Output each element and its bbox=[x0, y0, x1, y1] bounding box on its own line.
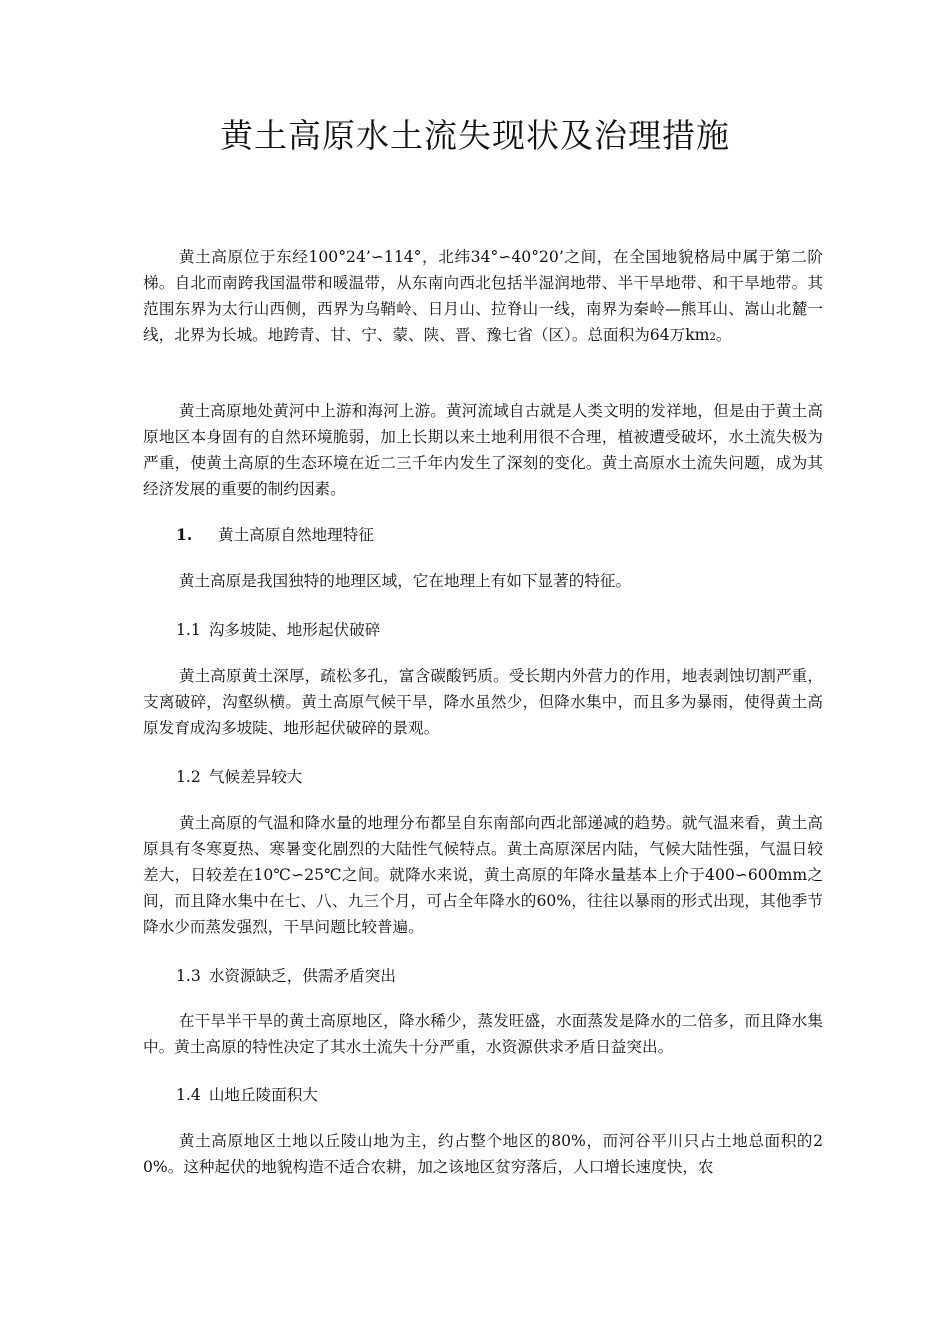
subsection-heading-1-3 bbox=[176, 963, 396, 989]
paragraph-location-end: 。 bbox=[715, 326, 732, 344]
paragraph-features-intro: 黄土高原是我国独特的地理区域，它在地理上有如下显著的特征。 bbox=[178, 572, 632, 590]
subsection-heading-1-1 bbox=[176, 617, 380, 643]
subsection-title-1-2: 气候差异较大 bbox=[208, 768, 303, 786]
section-number-1: 1. bbox=[176, 525, 193, 544]
subsection-title-1-3: 水资源缺乏，供需矛盾突出 bbox=[208, 967, 396, 985]
subsection-number-1-1: 1.1 bbox=[176, 621, 201, 639]
paragraph-location bbox=[143, 244, 823, 351]
paragraph-climate: 黄土高原的气温和降水量的地理分布都呈自东南部向西北部递减的趋势。就气温来看，黄土高原具有冬寒夏热、寒暑变化剧烈的大陆性气候特点。黄土高原深居内陆，气候大陆性强，气温日较差大，日较差在10℃∽25℃之间。就降水来说，黄土高原的年降水量基本上介于400∽600mm之间，而且降水集中在七、八、九三个月，可占全年降水的60%，往往以暴雨的形式出现，其他季节降水少而蒸发强烈，干旱问题比较普遍。 bbox=[143, 814, 823, 936]
area-unit: km bbox=[685, 326, 710, 344]
document-title: 黄土高原水土流失现状及治理措施 bbox=[220, 116, 730, 155]
section-title-1: 黄土高原自然地理特征 bbox=[218, 526, 374, 544]
subsection-heading-1-4 bbox=[176, 1082, 318, 1108]
area-unit-superscript: 2 bbox=[709, 332, 716, 343]
subsection-heading-1-2 bbox=[176, 764, 302, 790]
subsection-title-1-1: 沟多坡陡、地形起伏破碎 bbox=[208, 621, 381, 639]
subsection-title-1-4: 山地丘陵面积大 bbox=[208, 1086, 318, 1104]
paragraph-terrain: 黄土高原黄土深厚，疏松多孔，富含碳酸钙质。受长期内外营力的作用，地表剥蚀切割严重，支离破碎，沟壑纵横。黄土高原气候干旱，降水虽然少，但降水集中，而且多为暴雨，使得黄土高原发育成沟多坡陡、地形起伏破碎的景观。 bbox=[143, 667, 823, 737]
subsection-number-1-3: 1.3 bbox=[176, 967, 201, 985]
subsection-number-1-2: 1.2 bbox=[176, 768, 201, 786]
subsection-number-1-4: 1.4 bbox=[176, 1086, 201, 1104]
paragraph-background: 黄土高原地处黄河中上游和海河上游。黄河流域自古就是人类文明的发祥地，但是由于黄土高原地区本身固有的自然环境脆弱，加上长期以来土地利用很不合理，植被遭受破坏，水土流失极为严重，使黄土高原的生态环境在近二三千年内发生了深刻的变化。黄土高原水土流失问题，成为其经济发展的重要的制约因素。 bbox=[143, 402, 823, 498]
paragraph-water: 在干旱半干旱的黄土高原地区，降水稀少，蒸发旺盛，水面蒸发是降水的二倍多，而且降水集中。黄土高原的特性决定了其水土流失十分严重，水资源供求矛盾日益突出。 bbox=[143, 1012, 823, 1056]
paragraph-land: 黄土高原地区土地以丘陵山地为主，约占整个地区的80%，而河谷平川只占土地总面积的20%。这种起伏的地貌构造不适合农耕，加之该地区贫穷落后，人口增长速度快，农 bbox=[143, 1132, 823, 1176]
section-heading-1 bbox=[176, 522, 374, 548]
paragraph-location-text: 黄土高原位于东经100°24’∽114°，北纬34°∽40°20’之间，在全国地貌格局中属于第二阶梯。自北而南跨我国温带和暖温带，从东南向西北包括半湿润地带、半干旱地带、和干旱地带。其范围东界为太行山西侧，西界为乌鞘岭、日月山、拉脊山一线，南界为秦岭—熊耳山、嵩山北麓一线，北界为长城。地跨青、甘、宁、蒙、陕、晋、豫七省（区）。总面积为64万 bbox=[143, 248, 823, 344]
